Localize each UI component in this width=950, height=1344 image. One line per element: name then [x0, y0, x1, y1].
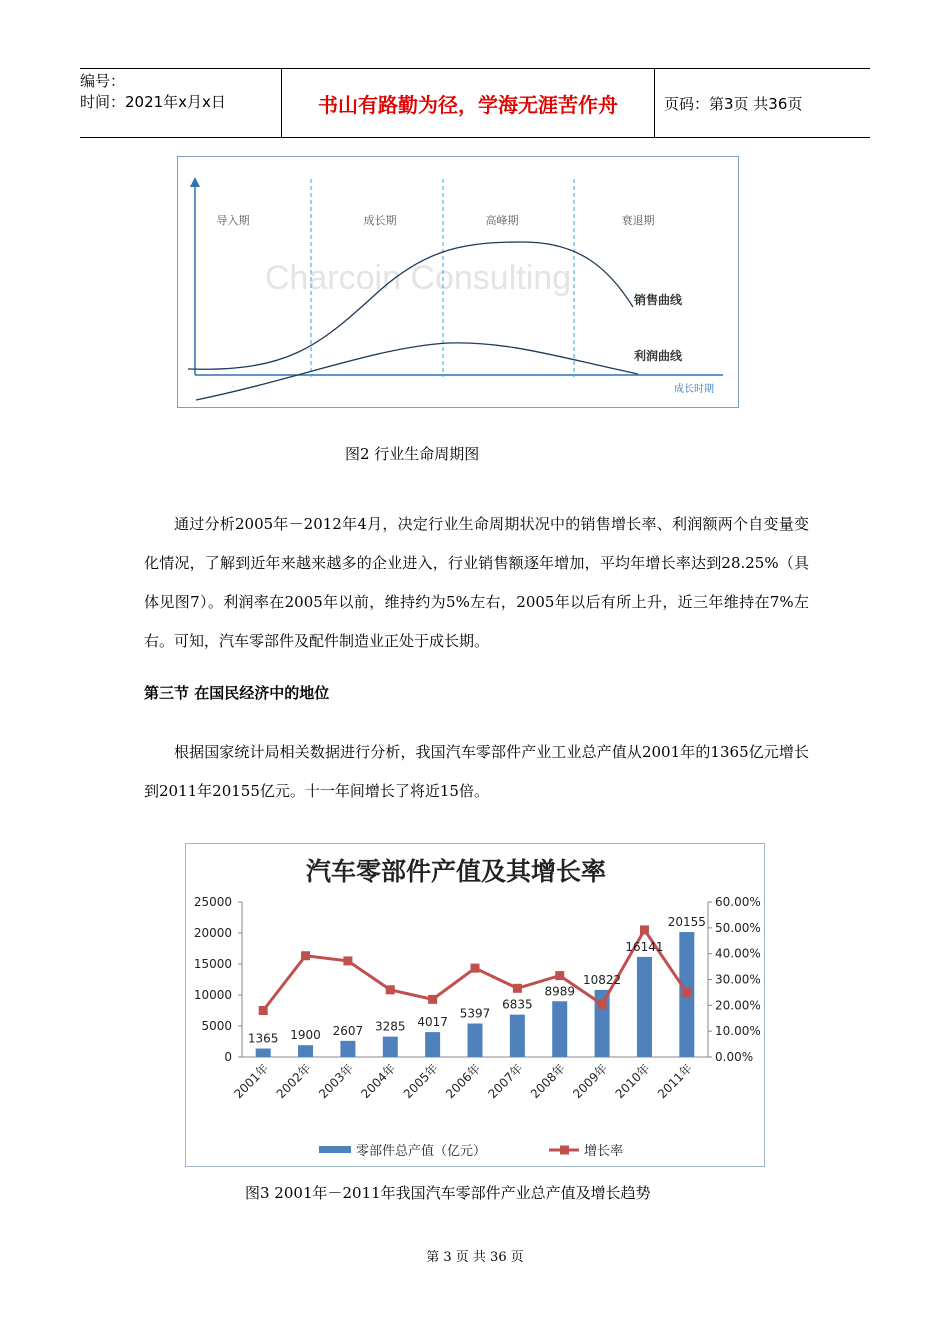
x-axis-tick-label: 2009年	[570, 1061, 611, 1102]
growth-rate-point	[471, 964, 480, 973]
bar	[256, 1049, 271, 1057]
stage-label-intro: 导入期	[216, 214, 250, 227]
bar-data-label: 1900	[290, 1028, 321, 1043]
x-axis-tick-label: 2001年	[231, 1061, 272, 1102]
x-axis-label: 成长时期	[674, 384, 714, 395]
sales-curve-label: 销售曲线	[634, 293, 683, 307]
growth-rate-point	[640, 925, 649, 934]
x-axis-tick-label: 2006年	[443, 1061, 484, 1102]
legend-bar-swatch	[319, 1146, 351, 1153]
header-meta	[80, 69, 281, 139]
output-growth-chart	[185, 843, 765, 1167]
document-number-label: 编号：	[80, 72, 126, 90]
bar	[298, 1045, 313, 1057]
growth-rate-point	[555, 971, 564, 980]
stage-label-growth: 成长期	[363, 214, 397, 227]
bar-data-label: 2607	[332, 1023, 364, 1038]
left-axis-tick-label: 5000	[201, 1019, 232, 1033]
left-axis-tick-label: 0	[224, 1050, 232, 1064]
header-page-info: 页码：第3页 共36页	[664, 94, 803, 113]
x-axis-tick-label: 2011年	[654, 1061, 695, 1102]
watermark-text: Charcoin Consulting	[264, 259, 572, 297]
right-axis-tick-label: 0.00%	[715, 1050, 754, 1064]
figure2-caption: 图2 行业生命周期图	[345, 445, 480, 463]
left-axis-tick-label: 15000	[193, 957, 232, 971]
growth-rate-point	[513, 984, 522, 993]
legend-bar-label: 零部件总产值（亿元）	[356, 1144, 487, 1159]
y-axis-arrow-icon	[190, 177, 200, 187]
lifecycle-diagram	[178, 157, 738, 407]
growth-rate-point	[386, 985, 395, 994]
growth-rate-point	[343, 956, 352, 965]
profit-curve-label: 利润曲线	[634, 349, 683, 363]
bar-data-label: 4017	[417, 1015, 448, 1030]
legend-line-marker	[560, 1146, 569, 1155]
bar-data-label: 8989	[544, 984, 576, 999]
profit-curve	[196, 343, 638, 400]
left-axis-tick-label: 25000	[193, 895, 232, 909]
lifecycle-figure	[177, 156, 739, 408]
left-axis-tick-label: 20000	[193, 926, 232, 940]
bar-data-label: 16141	[625, 939, 664, 954]
chart-svg	[186, 844, 764, 1166]
right-axis-tick-label: 60.00%	[715, 895, 761, 909]
x-axis-tick-label: 2010年	[612, 1061, 653, 1102]
bar	[383, 1037, 398, 1057]
stage-label-decline: 衰退期	[621, 214, 655, 227]
stage-label-peak: 高峰期	[485, 214, 519, 227]
bar-data-label: 10822	[582, 972, 622, 987]
right-axis-tick-label: 20.00%	[715, 998, 761, 1013]
bar-data-label: 1365	[247, 1031, 279, 1046]
bar	[468, 1024, 483, 1057]
bar	[637, 957, 652, 1057]
section-title: 第三节 在国民经济中的地位	[144, 684, 330, 702]
x-axis-tick-label: 2003年	[316, 1061, 357, 1102]
growth-rate-point	[301, 951, 310, 960]
growth-rate-point	[598, 1000, 607, 1009]
chart-title: 汽车零部件产值及其增长率	[305, 857, 607, 886]
x-axis-tick-label: 2005年	[400, 1061, 441, 1102]
right-axis-tick-label: 40.00%	[715, 946, 761, 961]
bar	[425, 1032, 440, 1057]
right-axis-tick-label: 10.00%	[715, 1024, 761, 1039]
figure3-caption: 图3 2001年－2011年我国汽车零部件产业总产值及增长趋势	[245, 1184, 651, 1202]
header-motto: 书山有路勤为径，学海无涯苦作舟	[281, 69, 655, 137]
x-axis-tick-label: 2008年	[527, 1061, 568, 1102]
page-footer: 第 3 页 共 36 页	[426, 1250, 524, 1265]
right-axis-tick-label: 50.00%	[715, 920, 761, 935]
bar	[340, 1041, 355, 1057]
paragraph-output: 根据国家统计局相关数据进行分析，我国汽车零部件产业工业总产值从2001年的1365亿元增长到2011年20155亿元。十一年间增长了将近15倍。	[144, 743, 809, 800]
bar	[552, 1001, 567, 1057]
document-date: 时间：2021年x月x日	[80, 93, 226, 111]
growth-rate-point	[259, 1006, 268, 1015]
x-axis-tick-label: 2004年	[358, 1061, 399, 1102]
growth-rate-point	[682, 988, 691, 997]
growth-rate-point	[428, 995, 437, 1004]
bar-data-label: 3285	[374, 1019, 406, 1034]
legend-line-label: 增长率	[584, 1144, 624, 1159]
x-axis-tick-label: 2007年	[485, 1061, 526, 1102]
bar	[510, 1015, 525, 1057]
bar-data-label: 6835	[502, 997, 533, 1012]
bar-data-label: 20155	[667, 915, 706, 930]
right-axis-tick-label: 30.00%	[715, 972, 761, 987]
bar-data-label: 5397	[459, 1006, 491, 1021]
left-axis-tick-label: 10000	[193, 988, 232, 1002]
page-header	[80, 68, 870, 138]
x-axis-tick-label: 2002年	[273, 1061, 314, 1102]
paragraph-lifecycle: 通过分析2005年－2012年4月，决定行业生命周期状况中的销售增长率、利润额两个自变量变化情况，了解到近年来越来越多的企业进入，行业销售额逐年增加，平均年增长率达到28.25%（具体见图7）。利润率在2005年以前，维持约为5%左右，2005年以后有所上升，近三年维持在7%左右。可知，汽车零部件及配件制造业正处于成长期。	[144, 515, 809, 650]
